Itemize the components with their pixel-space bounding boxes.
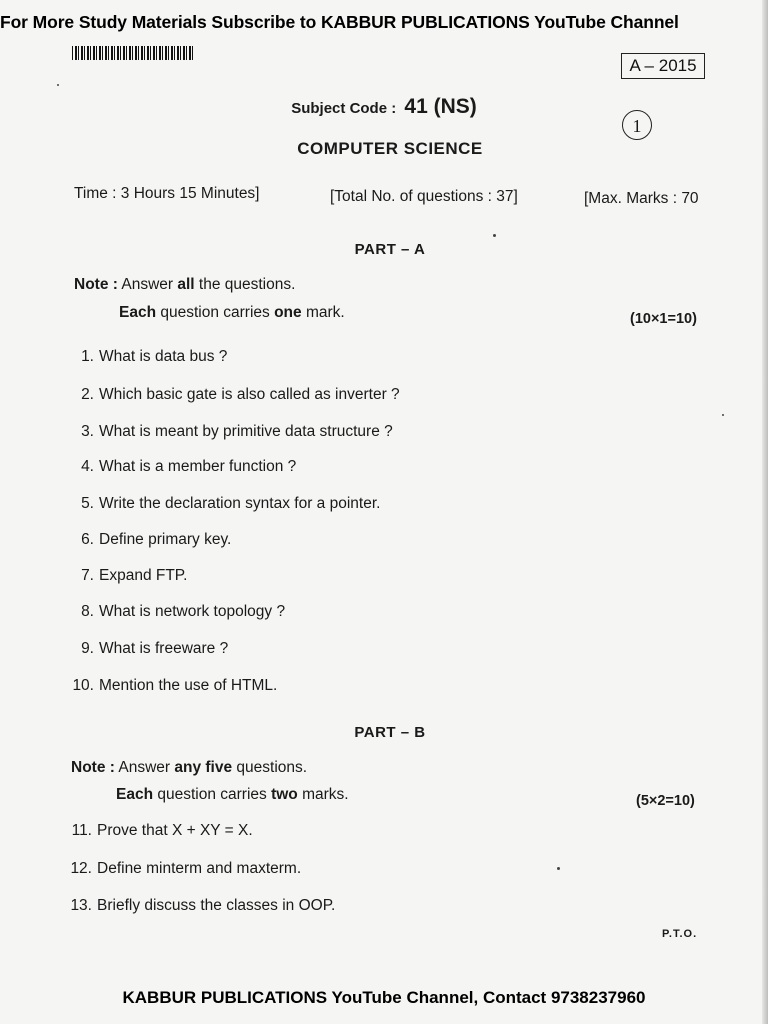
promo-banner: For More Study Materials Subscribe to KABBUR PUBLICATIONS YouTube Channel xyxy=(0,12,679,32)
subject-code-label: Subject Code : xyxy=(291,100,397,117)
scan-speck xyxy=(557,867,560,870)
question-item: 10. Mention the use of HTML. xyxy=(72,677,278,694)
part-a-note: Note : Answer all the questions. xyxy=(74,276,296,293)
max-marks: [Max. Marks : 70 xyxy=(584,190,699,207)
scan-speck xyxy=(722,414,724,416)
part-b-note-marks: Each question carries two marks. xyxy=(116,786,349,803)
question-item: 2. Which basic gate is also called as inverter ? xyxy=(81,386,400,403)
part-b-marks-scheme: (5×2=10) xyxy=(636,793,695,809)
question-item: 6. Define primary key. xyxy=(81,531,232,548)
subject-code-value: 41 (NS) xyxy=(404,95,477,118)
question-item: 3. What is meant by primitive data structure ? xyxy=(81,423,393,440)
subject-code xyxy=(0,95,768,119)
part-a-note-marks: Each question carries one mark. xyxy=(119,304,345,321)
paper-code-box: A – 2015 xyxy=(621,53,705,79)
scan-speck xyxy=(57,84,59,86)
page-number-circle: 1 xyxy=(622,110,652,140)
exam-time: Time : 3 Hours 15 Minutes] xyxy=(74,185,260,202)
question-item: 1. What is data bus ? xyxy=(81,348,228,365)
note-label: Note : xyxy=(71,759,115,776)
total-questions: [Total No. of questions : 37] xyxy=(330,188,518,205)
question-item: 12. Define minterm and maxterm. xyxy=(70,860,302,877)
question-item: 13. Briefly discuss the classes in OOP. xyxy=(70,897,336,914)
subject-title: COMPUTER SCIENCE xyxy=(297,139,483,158)
question-item: 9. What is freeware ? xyxy=(81,640,229,657)
question-item: 11. Prove that X + XY = X. xyxy=(71,822,253,839)
question-item: 8. What is network topology ? xyxy=(81,603,286,620)
question-item: 7. Expand FTP. xyxy=(81,567,188,584)
part-a-heading: PART – A xyxy=(354,241,426,258)
part-a-marks-scheme: (10×1=10) xyxy=(630,311,697,327)
part-b-note: Note : Answer any five questions. xyxy=(71,759,308,776)
question-item: 4. What is a member function ? xyxy=(81,458,297,475)
barcode xyxy=(72,46,194,60)
pto-mark: P.T.O. xyxy=(662,928,698,940)
question-item: 5. Write the declaration syntax for a pointer. xyxy=(81,495,381,512)
footer-banner: KABBUR PUBLICATIONS YouTube Channel, Contact 9738237960 xyxy=(122,988,646,1007)
scan-speck xyxy=(493,234,496,237)
note-label: Note : xyxy=(74,276,118,293)
part-b-heading: PART – B xyxy=(354,724,426,741)
